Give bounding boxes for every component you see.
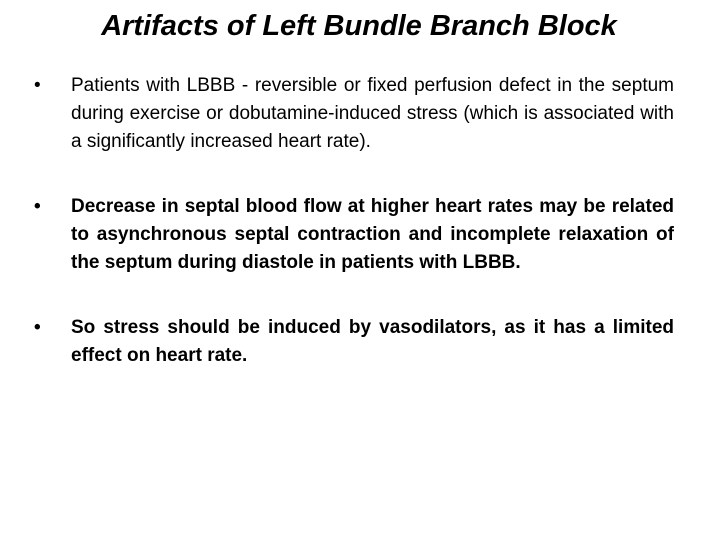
bullet-item [34, 314, 674, 370]
bullet-list [34, 72, 674, 370]
bullet-glyph: • [34, 75, 41, 96]
bullet-item [34, 193, 674, 277]
bullet-item [34, 72, 674, 156]
slide-title: Artifacts of Left Bundle Branch Block [101, 10, 617, 42]
bullet-text: Patients with LBBB - reversible or fixed perfusion defect in the septum during exercise or dobutamine-induced stress (which is associated with a significantly increased heart rate). [71, 75, 674, 152]
bullet-text: Decrease in septal blood flow at higher heart rates may be related to asynchronous septal contraction and incomplete relaxation of the septum during diastole in patients with LBBB. [71, 196, 674, 273]
bullet-glyph: • [34, 317, 41, 338]
bullet-glyph: • [34, 196, 41, 217]
bullet-text: So stress should be induced by vasodilators, as it has a limited effect on heart rate. [71, 317, 674, 366]
